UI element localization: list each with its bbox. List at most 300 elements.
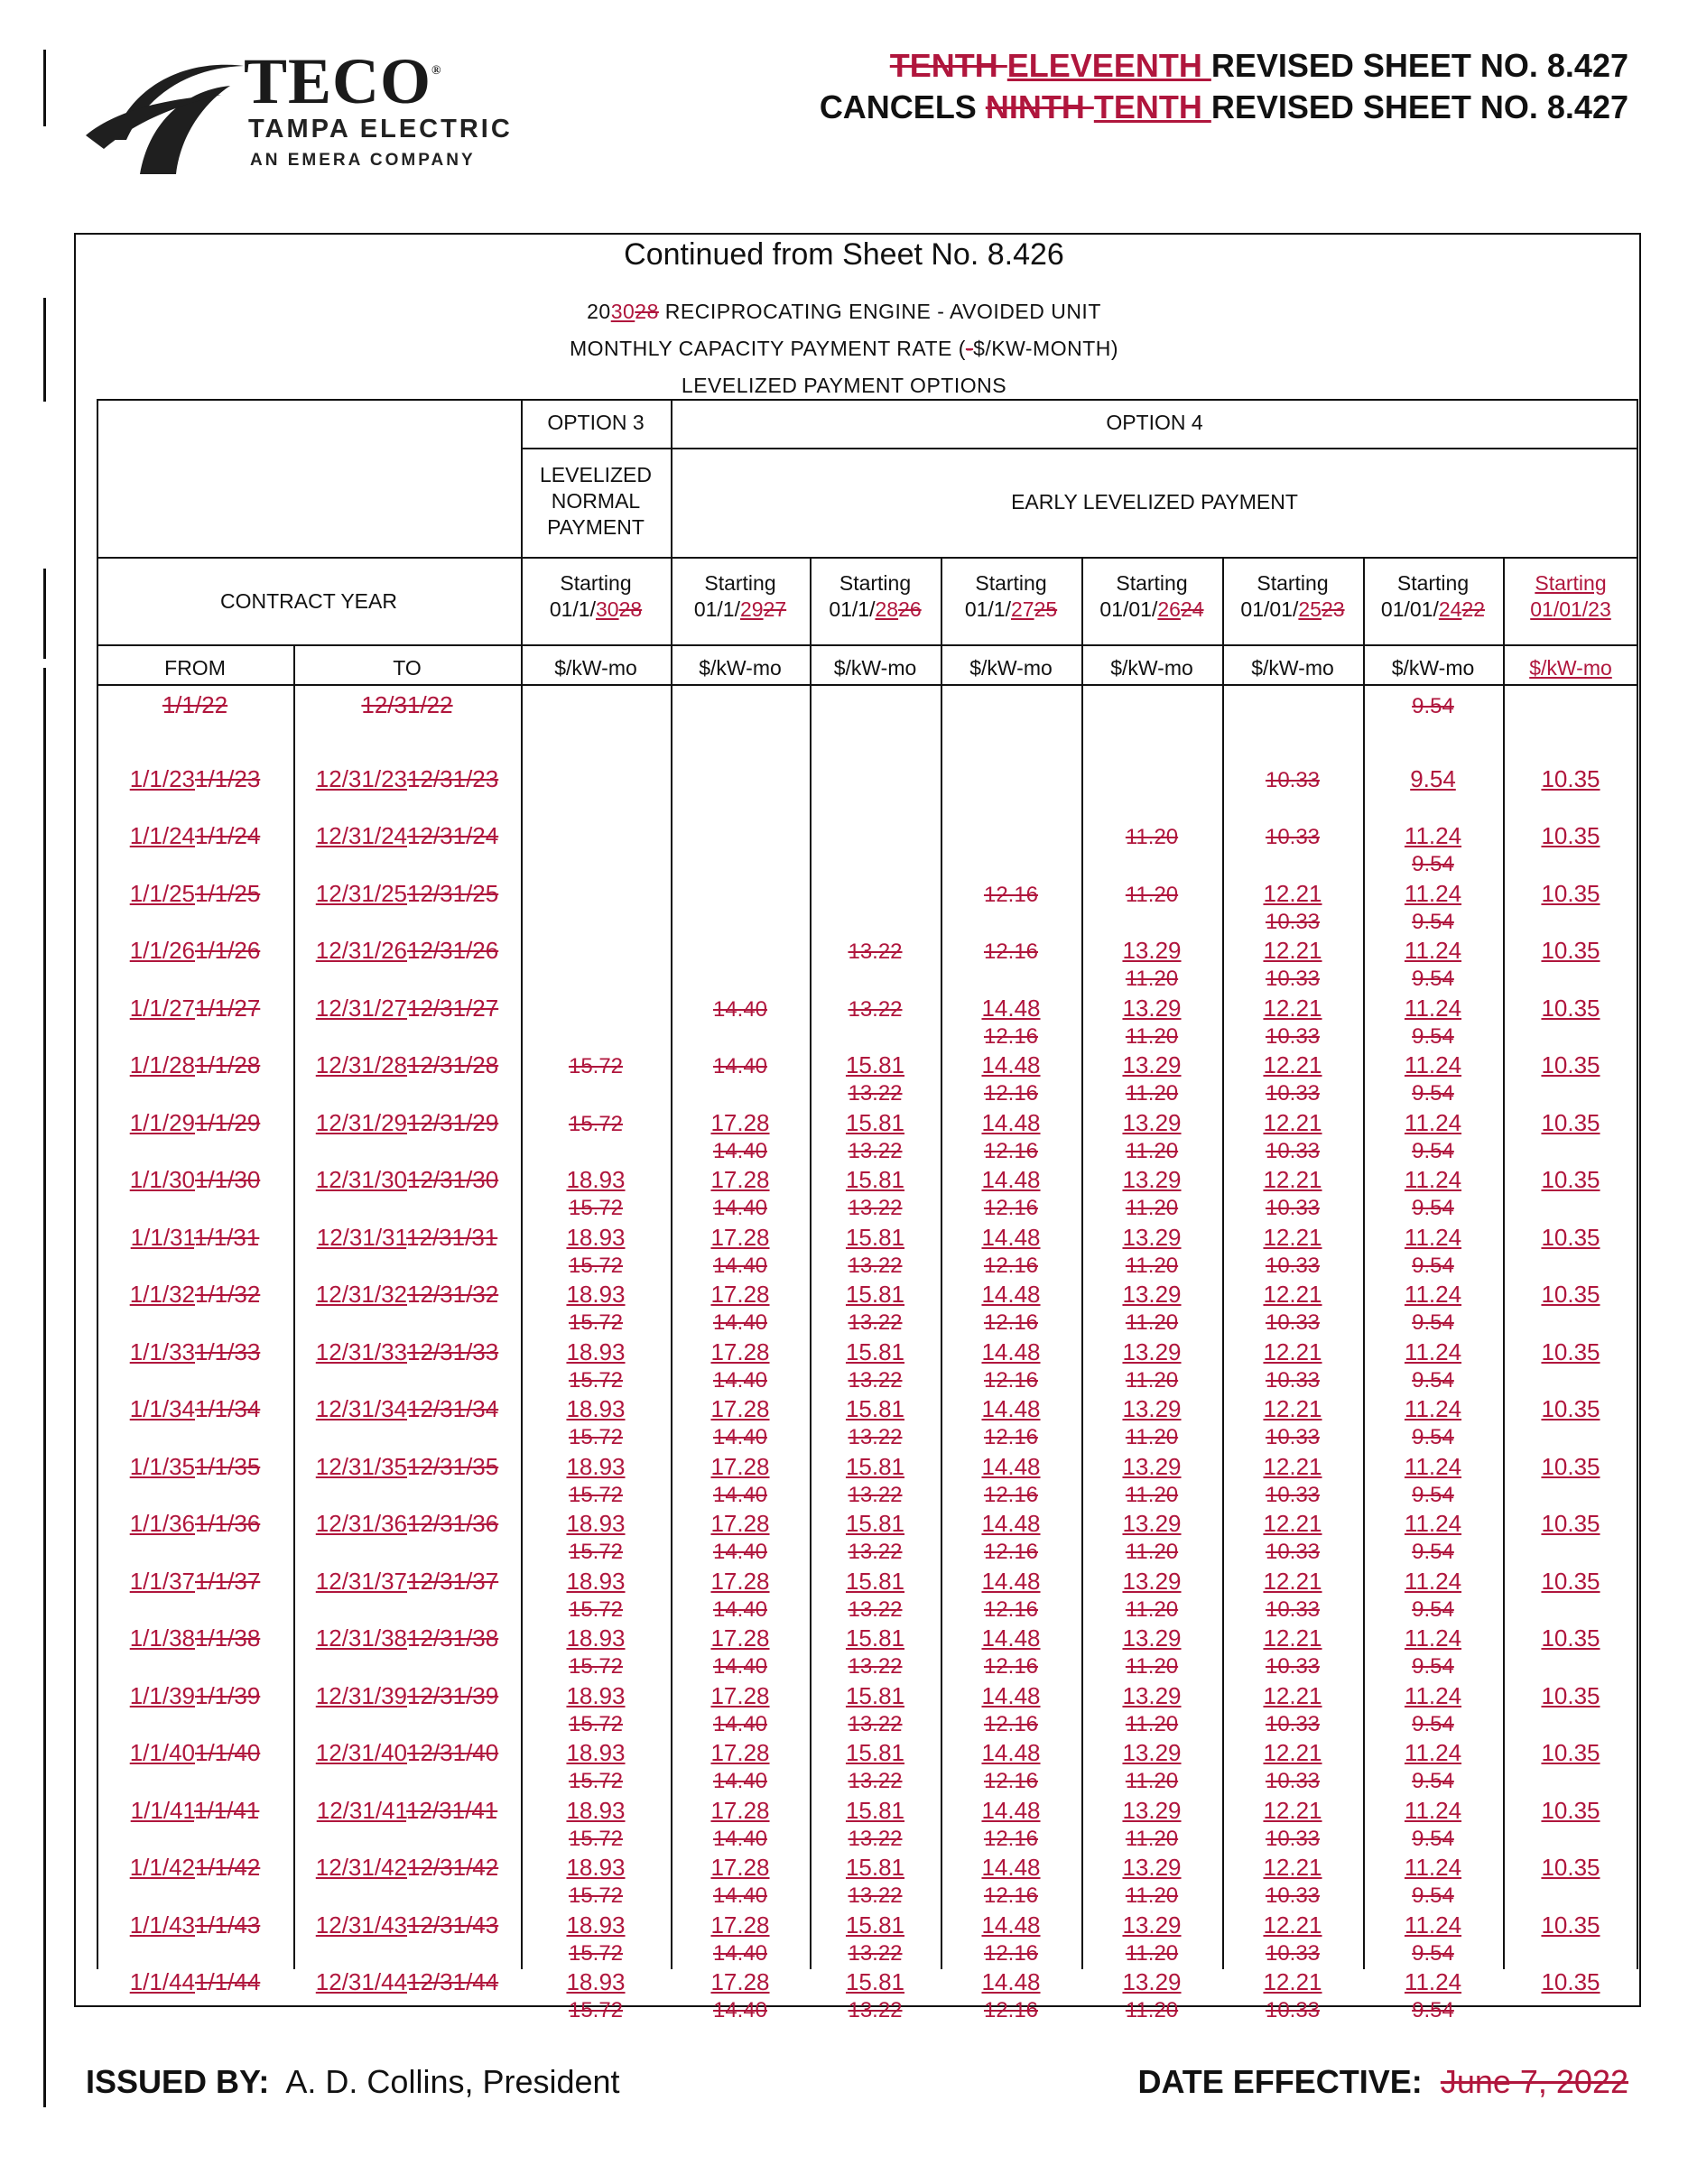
rate-new: 15.81 — [845, 1739, 905, 1766]
date-new: 12/31/39 — [315, 1681, 407, 1709]
row-from-date — [97, 1109, 293, 1136]
rate-value — [810, 1109, 941, 1165]
rate-value — [1503, 1338, 1638, 1365]
rate-new: 17.28 — [710, 1796, 770, 1824]
rate-new: 18.93 — [566, 1796, 626, 1824]
date-old: 1/1/28 — [195, 1051, 261, 1078]
rate-old: 14.40 — [712, 1253, 768, 1278]
rate-old: 11.20 — [1125, 825, 1179, 849]
unit-label: $/kW-mo — [1110, 656, 1193, 680]
rate-old: 15.72 — [568, 1883, 624, 1908]
rate-new: 12.21 — [1263, 1510, 1322, 1537]
rate-value — [1503, 1453, 1638, 1480]
rate-new: 17.28 — [710, 1510, 770, 1537]
rate-new: 10.35 — [1541, 937, 1600, 964]
rate-value — [1363, 822, 1503, 878]
rate-new: 11.24 — [1404, 1395, 1462, 1422]
rate-old: 15.72 — [568, 1310, 624, 1335]
rate-old: 15.72 — [568, 1596, 624, 1622]
date-new: 1/1/24 — [129, 822, 195, 849]
rate-old: 15.72 — [568, 1425, 624, 1449]
rate-new: 15.81 — [845, 1281, 905, 1308]
date-new: 12/31/36 — [315, 1510, 407, 1537]
rate-new: 17.28 — [710, 1281, 770, 1308]
rate-new: 10.35 — [1541, 1681, 1600, 1709]
start-date-new: 27 — [1010, 597, 1034, 621]
change-bar — [43, 668, 46, 2067]
date-new: 12/31/35 — [315, 1452, 407, 1480]
rate-old: 12.16 — [983, 1769, 1039, 1793]
row-from-date — [97, 1682, 293, 1709]
row-from-date — [97, 1224, 293, 1251]
rate-value — [1081, 880, 1222, 909]
rate-value — [521, 1854, 671, 1910]
row-to-date — [293, 765, 521, 792]
rate-old: 14.40 — [712, 1138, 768, 1163]
rate-new: 13.29 — [1122, 1337, 1182, 1365]
rate-old: 12.16 — [983, 1023, 1039, 1049]
unit-label: $/kW-mo — [699, 656, 782, 680]
rate-old: 12.16 — [983, 1425, 1039, 1449]
rate-value — [810, 1797, 941, 1853]
rate-value — [671, 1739, 810, 1795]
date-old: 12/31/34 — [407, 1395, 499, 1422]
rate-value — [1081, 1109, 1222, 1165]
rate-new: 11.24 — [1404, 1739, 1462, 1766]
rate-value — [810, 1224, 941, 1280]
rate-value — [1503, 937, 1638, 964]
rate-new: 13.29 — [1122, 1567, 1182, 1595]
rate-value — [671, 1224, 810, 1280]
rate-new: 12.21 — [1263, 1739, 1322, 1766]
rate-value — [810, 995, 941, 1023]
rate-value — [671, 1797, 810, 1853]
rate-value — [941, 1739, 1081, 1795]
logo-line-1: TAMPA ELECTRIC — [248, 115, 513, 143]
rate-new: 12.21 — [1263, 1395, 1322, 1422]
rate-new: 10.35 — [1541, 1166, 1600, 1193]
date-old: 12/31/24 — [407, 822, 499, 849]
rate-new: 14.48 — [981, 1223, 1041, 1251]
rate-new: 11.24 — [1404, 1051, 1462, 1078]
rate-new: 11.24 — [1404, 1911, 1462, 1939]
date-new: 1/1/23 — [129, 764, 195, 792]
date-new: 1/1/32 — [129, 1281, 195, 1308]
rate-new: 17.28 — [710, 1452, 770, 1480]
rate-old: 10.33 — [1265, 1310, 1321, 1335]
logo-line-2: AN EMERA COMPANY — [250, 151, 476, 170]
start-date-old: 22 — [1461, 597, 1486, 621]
rate-old: 14.40 — [712, 1769, 768, 1793]
rate-new: 13.29 — [1122, 1452, 1182, 1480]
row-from-date — [97, 1968, 293, 1995]
rate-old: 10.33 — [1265, 1138, 1321, 1163]
rate-value — [810, 1968, 941, 2024]
row-from-date — [97, 1051, 293, 1078]
rate-old: 9.54 — [1412, 967, 1454, 991]
row-from-date — [97, 880, 293, 907]
rate-old: 11.20 — [1125, 1425, 1179, 1449]
date-old: 12/31/33 — [407, 1337, 499, 1365]
rate-new: 10.35 — [1541, 1567, 1600, 1595]
rate-value — [671, 1510, 810, 1566]
date-new: 12/31/37 — [315, 1567, 407, 1595]
date-old: 12/31/38 — [407, 1624, 499, 1652]
date-old: 1/1/37 — [195, 1567, 261, 1595]
rate-new: 12.21 — [1263, 1854, 1322, 1881]
rate-old: 10.33 — [1265, 767, 1321, 792]
date-new: 1/1/28 — [129, 1051, 195, 1078]
date-old: 12/31/23 — [407, 764, 499, 792]
rate-value — [1222, 1051, 1363, 1107]
rate-new: 11.24 — [1404, 937, 1462, 964]
start-date-old: 24 — [1180, 597, 1204, 621]
row-to-date — [293, 880, 521, 907]
rate-old: 10.33 — [1265, 1081, 1321, 1106]
rate-new: 12.21 — [1263, 1051, 1322, 1078]
rate-value — [1222, 1739, 1363, 1795]
rate-value — [1081, 1797, 1222, 1853]
rate-new: 13.29 — [1122, 1395, 1182, 1422]
table-rule — [1637, 684, 1638, 1969]
rate-old: 11.20 — [1125, 1940, 1179, 1966]
rate-old: 11.20 — [1125, 1540, 1179, 1564]
rate-old: 9.54 — [1412, 909, 1454, 934]
rate-value — [1503, 1051, 1638, 1078]
rate-new: 15.81 — [845, 1567, 905, 1595]
change-bar — [43, 50, 46, 126]
date-old: 1/1/25 — [195, 879, 261, 907]
rate-old: 13.22 — [848, 996, 903, 1022]
rate-value — [941, 1281, 1081, 1337]
early-levelized-header: EARLY LEVELIZED PAYMENT — [1011, 490, 1298, 514]
date-old: 12/31/37 — [407, 1567, 499, 1595]
rate-old: 14.40 — [712, 1425, 768, 1449]
start-date-header — [1222, 570, 1363, 623]
rate-value — [1503, 1568, 1638, 1595]
rate-old: 12.16 — [983, 1310, 1039, 1335]
rate-new: 18.93 — [566, 1452, 626, 1480]
rate-new: 17.28 — [710, 1624, 770, 1652]
rate-value — [1503, 880, 1638, 907]
rate-old: 14.40 — [712, 1054, 768, 1078]
company-logo — [86, 45, 555, 176]
sheet-number-line: TENTH ELEVEENTH REVISED SHEET NO. 8.427 — [889, 47, 1628, 84]
rate-value — [941, 1854, 1081, 1910]
unit-label: $/kW-mo — [969, 656, 1053, 680]
rate-new: 11.24 — [1404, 1108, 1462, 1136]
rate-old: 9.54 — [1412, 1482, 1454, 1507]
rate-old: 13.22 — [848, 1998, 903, 2022]
contract-year-header: CONTRACT YEAR — [220, 589, 397, 613]
rate-old: 10.33 — [1265, 1769, 1321, 1793]
row-to-date — [293, 1166, 521, 1193]
rate-old: 14.40 — [712, 1367, 768, 1393]
change-bar — [43, 569, 46, 659]
rate-old: 14.40 — [712, 1998, 768, 2022]
starting-label: Starting — [1116, 571, 1188, 595]
row-to-date — [293, 1739, 521, 1766]
date-old: 12/31/35 — [407, 1452, 499, 1480]
rate-new: 15.81 — [845, 1510, 905, 1537]
rate-old: 10.33 — [1265, 1998, 1321, 2022]
rate-new: 11.24 — [1404, 1624, 1462, 1652]
rate-new: 12.21 — [1263, 879, 1322, 907]
rate-old: 12.16 — [983, 1940, 1039, 1966]
date-new: 1/1/37 — [129, 1567, 195, 1595]
rate-new: 11.24 — [1404, 879, 1462, 907]
date-old: 1/1/35 — [195, 1452, 261, 1480]
rate-new: 10.35 — [1541, 1796, 1600, 1824]
date-old: 1/1/26 — [195, 937, 261, 964]
rate-new: 10.35 — [1541, 1911, 1600, 1939]
to-header: TO — [393, 656, 422, 680]
rate-value — [1081, 1453, 1222, 1509]
start-date-prefix: 01/1/ — [693, 597, 740, 621]
rate-old: 11.20 — [1125, 1711, 1179, 1736]
rate-new: 12.21 — [1263, 994, 1322, 1022]
date-old: 12/31/25 — [407, 879, 499, 907]
rate-old: 14.40 — [712, 1596, 768, 1622]
rate-new: 11.24 — [1404, 1968, 1462, 1995]
rate-value — [521, 1166, 671, 1222]
rate-old: 13.22 — [848, 1769, 903, 1793]
row-to-date — [293, 1911, 521, 1939]
rate-value — [1363, 995, 1503, 1050]
rate-new: 10.35 — [1541, 879, 1600, 907]
rate-new: 10.35 — [1541, 1395, 1600, 1422]
date-old: 1/1/23 — [195, 764, 261, 792]
rate-old: 13.22 — [848, 1081, 903, 1106]
row-from-date — [97, 1797, 293, 1824]
rate-value — [671, 1682, 810, 1738]
unit-header — [521, 655, 671, 681]
date-old: 1/1/41 — [194, 1796, 260, 1824]
rate-new: 12.21 — [1263, 1337, 1322, 1365]
rate-new: 12.21 — [1263, 1567, 1322, 1595]
rate-new: 14.48 — [981, 1395, 1041, 1422]
rate-old: 10.33 — [1265, 1654, 1321, 1679]
row-to-date — [293, 1682, 521, 1709]
row-to-date — [293, 1338, 521, 1365]
rate-old: 13.22 — [848, 1310, 903, 1335]
date-old: 1/1/30 — [195, 1166, 261, 1193]
row-from-date — [97, 1281, 293, 1308]
rate-new: 10.35 — [1541, 1337, 1600, 1365]
date-new: 1/1/36 — [129, 1510, 195, 1537]
date-old: 1/1/32 — [195, 1281, 261, 1308]
rate-value — [1363, 1166, 1503, 1222]
rate-old: 15.72 — [568, 1054, 624, 1078]
rate-old: 13.22 — [848, 1253, 903, 1278]
rate-new: 17.28 — [710, 1681, 770, 1709]
date-old: 1/1/36 — [195, 1510, 261, 1537]
rate-value — [1081, 1051, 1222, 1107]
date-new: 12/31/25 — [315, 879, 407, 907]
start-date-new: 26 — [1157, 597, 1181, 621]
rate-value — [671, 1051, 810, 1080]
row-to-date — [293, 1453, 521, 1480]
date-new: 1/1/41 — [130, 1796, 195, 1824]
start-date-prefix: 01/01/ — [1380, 597, 1439, 621]
date-old: 1/1/27 — [195, 994, 261, 1022]
rate-old: 12.16 — [983, 1138, 1039, 1163]
rate-value — [1081, 1281, 1222, 1337]
rate-value — [1503, 1797, 1638, 1824]
rate-value — [1222, 1166, 1363, 1222]
unit-header — [810, 655, 941, 681]
start-date-prefix: 01/01/ — [1240, 597, 1299, 621]
date-old: 12/31/32 — [407, 1281, 499, 1308]
rate-value — [1222, 822, 1363, 851]
rate-value — [521, 1224, 671, 1280]
rate-value — [521, 1968, 671, 2024]
rate-old: 15.72 — [568, 1940, 624, 1966]
rate-old: 10.33 — [1265, 1711, 1321, 1736]
rate-value — [1503, 1739, 1638, 1766]
rate-old: 11.20 — [1125, 882, 1179, 907]
rate-value — [671, 1854, 810, 1910]
table-rule — [97, 684, 1638, 686]
rate-new: 15.81 — [845, 1624, 905, 1652]
rate-old: 12.16 — [983, 1540, 1039, 1564]
rate-value — [671, 995, 810, 1023]
rate-old: 11.20 — [1125, 1654, 1179, 1679]
table-rule — [521, 448, 1638, 449]
rate-new: 13.29 — [1122, 1624, 1182, 1652]
option-3-header: OPTION 3 — [547, 411, 645, 434]
cancels-line: CANCELS NINTH TENTH REVISED SHEET NO. 8.427 — [819, 88, 1628, 125]
date-new: 1/1/39 — [129, 1681, 195, 1709]
date-new: 1/1/40 — [129, 1739, 195, 1766]
rate-value — [1081, 1739, 1222, 1795]
rate-new: 13.29 — [1122, 1051, 1182, 1078]
rate-new: 17.28 — [710, 1108, 770, 1136]
rate-old: 9.54 — [1412, 1883, 1454, 1908]
rate-new: 18.93 — [566, 1281, 626, 1308]
row-from-date — [97, 1338, 293, 1365]
rate-value — [1503, 1968, 1638, 1995]
sheet-header — [820, 45, 1628, 128]
rate-new: 17.28 — [710, 1854, 770, 1881]
row-to-date — [293, 691, 521, 718]
start-date-new: 25 — [1298, 597, 1322, 621]
start-date-header — [671, 570, 810, 623]
row-to-date — [293, 1395, 521, 1422]
issued-by: ISSUED BY: A. D. Collins, President — [86, 2063, 620, 2100]
row-to-date — [293, 1797, 521, 1824]
date-new: 12/31/29 — [315, 1108, 407, 1136]
date-old: 1/1/31 — [194, 1223, 260, 1251]
levelized-normal-header — [521, 462, 671, 541]
rate-value — [1081, 822, 1222, 851]
rate-value — [1363, 1682, 1503, 1738]
rate-value — [1363, 937, 1503, 993]
rate-value — [1363, 1453, 1503, 1509]
rate-new: 13.29 — [1122, 994, 1182, 1022]
rate-value — [1081, 995, 1222, 1050]
starting-label: Starting — [975, 571, 1047, 595]
rate-old: 12.16 — [983, 1081, 1039, 1106]
rate-value — [1503, 1510, 1638, 1537]
rate-value — [1222, 1682, 1363, 1738]
rate-new: 13.29 — [1122, 1796, 1182, 1824]
options-title: LEVELIZED PAYMENT OPTIONS — [681, 374, 1007, 397]
rate-value — [810, 1624, 941, 1680]
start-date-prefix: 01/1/ — [964, 597, 1011, 621]
rate-value — [1081, 1911, 1222, 1967]
unit-header — [1503, 655, 1638, 681]
row-from-date — [97, 1911, 293, 1939]
rate-new: 12.21 — [1263, 1911, 1322, 1939]
rate-new: 12.21 — [1263, 1108, 1322, 1136]
rate-old: 13.22 — [848, 1482, 903, 1507]
row-from-date — [97, 765, 293, 792]
rate-old: 14.40 — [712, 1482, 768, 1507]
rate-old: 11.20 — [1125, 1023, 1179, 1049]
row-to-date — [293, 822, 521, 849]
rate-value — [521, 1911, 671, 1967]
rate-value — [1222, 1338, 1363, 1394]
date-new: 12/31/40 — [315, 1739, 407, 1766]
rate-old: 10.33 — [1265, 1023, 1321, 1049]
rate-value — [1503, 1624, 1638, 1652]
row-to-date — [293, 1854, 521, 1881]
rate-new: 14.48 — [981, 1796, 1041, 1824]
rate-new: 14.48 — [981, 1510, 1041, 1537]
rate-value — [1081, 1224, 1222, 1280]
date-new: 1/1/44 — [129, 1968, 195, 1995]
rate-new: 14.48 — [981, 1911, 1041, 1939]
rate-value — [1222, 1624, 1363, 1680]
rate-value — [1363, 1338, 1503, 1394]
rate-old: 10.33 — [1265, 1196, 1321, 1220]
rate-table — [97, 399, 1638, 2022]
rate-old: 11.20 — [1125, 1596, 1179, 1622]
rate-value — [671, 1568, 810, 1624]
rate-value — [521, 1051, 671, 1080]
rate-old: 14.40 — [712, 1310, 768, 1335]
rate-new: 10.35 — [1541, 822, 1600, 849]
rate-old: 9.54 — [1412, 1367, 1454, 1393]
date-new: 12/31/31 — [316, 1223, 407, 1251]
rate-new: 10.35 — [1541, 1452, 1600, 1480]
rate-new: 14.48 — [981, 1567, 1041, 1595]
rate-old: 15.72 — [568, 1482, 624, 1507]
rate-new: 13.29 — [1122, 1281, 1182, 1308]
rate-value — [810, 1854, 941, 1910]
rate-value — [671, 1911, 810, 1967]
rate-old: 15.72 — [568, 1826, 624, 1851]
rate-old: 9.54 — [1412, 1596, 1454, 1622]
rate-old: 13.22 — [848, 1196, 903, 1220]
start-date-header — [1363, 570, 1503, 623]
rate-value — [941, 1682, 1081, 1738]
rate-new: 13.29 — [1122, 1739, 1182, 1766]
rate-value — [941, 1166, 1081, 1222]
row-to-date — [293, 1051, 521, 1078]
rate-value — [1503, 1224, 1638, 1251]
rate-new: 15.81 — [845, 1108, 905, 1136]
rate-value — [941, 1624, 1081, 1680]
rate-new: 12.21 — [1263, 1796, 1322, 1824]
from-header: FROM — [164, 656, 226, 680]
rate-value — [941, 1109, 1081, 1165]
rate-value — [1222, 937, 1363, 993]
row-from-date — [97, 1510, 293, 1537]
starting-label: Starting — [1257, 571, 1329, 595]
teco-swoosh-icon — [86, 50, 248, 176]
